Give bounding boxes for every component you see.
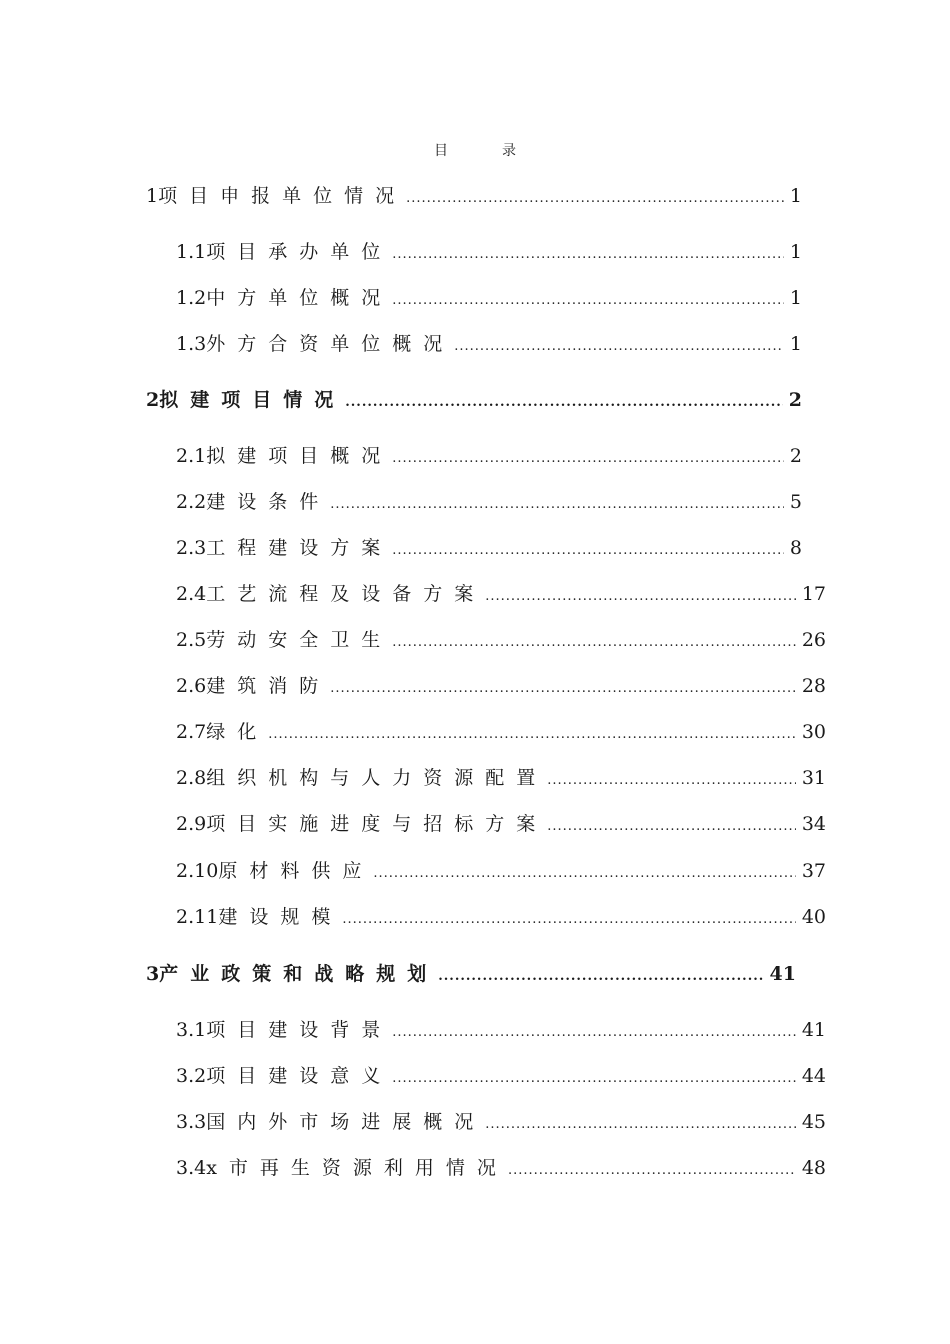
toc-entry[interactable] <box>176 442 802 470</box>
toc-entry[interactable] <box>146 386 802 414</box>
toc-entry-number: 3 <box>146 963 160 985</box>
toc-leader-dots <box>392 445 784 473</box>
toc-entry-number: 3.2 <box>176 1065 207 1087</box>
toc-entry-label: 项目承办单位 <box>206 241 393 263</box>
toc-entry-label: 劳动安全卫生 <box>206 629 393 651</box>
toc-entry-page: 45 <box>801 1111 826 1133</box>
toc-entry-number: 1.1 <box>176 241 207 263</box>
toc-entry-page: 44 <box>801 1065 826 1087</box>
toc-entry-label: 外方合资单位概况 <box>206 333 455 355</box>
toc-entry-label: 组织机构与人力资源配置 <box>206 767 548 789</box>
toc-entry-page: 48 <box>801 1157 826 1179</box>
toc-entry[interactable] <box>176 903 826 931</box>
toc-entry-page: 5 <box>789 491 802 513</box>
toc-leader-dots <box>330 675 796 703</box>
toc-entry-label: 项目申报单位情况 <box>158 185 407 207</box>
toc-entry-page: 1 <box>789 287 802 309</box>
toc-entry-page: 41 <box>769 963 796 985</box>
toc-entry-label: 绿化 <box>206 721 269 743</box>
toc-entry[interactable] <box>176 580 826 608</box>
toc-leader-dots <box>345 389 783 417</box>
toc-entry-page: 40 <box>801 906 826 928</box>
toc-leader-dots <box>392 537 784 565</box>
toc-entry[interactable] <box>176 534 802 562</box>
toc-entry[interactable] <box>176 238 802 266</box>
toc-entry-number: 2.7 <box>176 721 207 743</box>
toc-entry-number: 2.5 <box>176 629 207 651</box>
toc-entry-label: 项目建设意义 <box>206 1065 393 1087</box>
toc-entry-label: 项目建设背景 <box>206 1019 393 1041</box>
toc-entry[interactable] <box>146 960 796 988</box>
toc-entry[interactable] <box>176 1154 826 1182</box>
toc-leader-dots <box>392 1019 796 1047</box>
toc-leader-dots <box>547 767 796 795</box>
toc-entry[interactable] <box>146 182 802 210</box>
toc-entry-label: 项目实施进度与招标方案 <box>206 813 548 835</box>
toc-leader-dots <box>438 963 763 991</box>
toc-entry-label: 国内外市场进展概况 <box>206 1111 486 1133</box>
toc-leader-dots <box>342 906 795 934</box>
toc-entry-label: x市再生资源利用情况 <box>206 1157 508 1179</box>
toc-entry-number: 2.2 <box>176 491 207 513</box>
toc-entry-number: 2.10 <box>176 860 219 882</box>
toc-entry-label: 产业政策和战略规划 <box>159 963 439 985</box>
toc-leader-dots <box>485 1111 796 1139</box>
toc-entry[interactable] <box>176 857 826 885</box>
toc-leader-dots <box>392 287 784 315</box>
toc-entry-number: 3.3 <box>176 1111 207 1133</box>
toc-leader-dots <box>547 813 796 841</box>
toc-entry-label: 工程建设方案 <box>206 537 393 559</box>
toc-entry-number: 3.4 <box>176 1157 207 1179</box>
toc-leader-dots <box>485 583 796 611</box>
toc-entry-number: 2.6 <box>176 675 207 697</box>
toc-entry-number: 2.4 <box>176 583 207 605</box>
toc-leader-dots <box>406 185 784 213</box>
toc-entry-page: 2 <box>789 445 802 467</box>
toc-entry-number: 2.3 <box>176 537 207 559</box>
toc-entry-label: 建筑消防 <box>206 675 331 697</box>
toc-entry-number: 2.1 <box>176 445 207 467</box>
toc-entry-number: 1 <box>146 185 159 207</box>
toc-entry-page: 28 <box>801 675 826 697</box>
toc-leader-dots <box>392 629 796 657</box>
toc-entry-number: 3.1 <box>176 1019 207 1041</box>
toc-entry-page: 37 <box>801 860 826 882</box>
toc-leader-dots <box>454 333 784 361</box>
toc-entry[interactable] <box>176 1016 826 1044</box>
toc-entry[interactable] <box>176 330 802 358</box>
toc-entry-page: 41 <box>801 1019 826 1041</box>
toc-entry-label: 原材料供应 <box>218 860 374 882</box>
toc-entry-number: 1.3 <box>176 333 207 355</box>
toc-entry-label: 建设规模 <box>218 906 343 928</box>
toc-leader-dots <box>508 1157 796 1185</box>
toc-entry[interactable] <box>176 672 826 700</box>
toc-entry-label: 工艺流程及设备方案 <box>206 583 486 605</box>
toc-entry[interactable] <box>176 764 826 792</box>
page-title: 目录 <box>434 143 570 159</box>
toc-leader-dots <box>392 1065 796 1093</box>
toc-entry-page: 26 <box>801 629 826 651</box>
toc-entry-page: 1 <box>789 333 802 355</box>
toc-entry-label: 中方单位概况 <box>206 287 393 309</box>
toc-entry-number: 2.11 <box>176 906 219 928</box>
toc-entry-page: 30 <box>801 721 826 743</box>
toc-entry-label: 拟建项目情况 <box>159 389 346 411</box>
toc-entry-label: 建设条件 <box>206 491 331 513</box>
toc-entry-page: 17 <box>801 583 826 605</box>
toc-entry-page: 1 <box>789 185 802 207</box>
toc-entry-page: 34 <box>801 813 826 835</box>
toc-entry[interactable] <box>176 1062 826 1090</box>
toc-entry[interactable] <box>176 284 802 312</box>
toc-entry-page: 8 <box>789 537 802 559</box>
toc-entry-page: 1 <box>789 241 802 263</box>
toc-entry-number: 2.9 <box>176 813 207 835</box>
toc-leader-dots <box>268 721 796 749</box>
toc-entry[interactable] <box>176 718 826 746</box>
toc-entry[interactable] <box>176 810 826 838</box>
toc-entry[interactable] <box>176 1108 826 1136</box>
toc-entry-page: 31 <box>801 767 826 789</box>
toc-leader-dots <box>373 860 795 888</box>
toc-entry-label: 拟建项目概况 <box>206 445 393 467</box>
toc-leader-dots <box>392 241 784 269</box>
toc-entry-page: 2 <box>788 389 802 411</box>
toc-leader-dots <box>330 491 784 519</box>
toc-entry[interactable] <box>176 488 802 516</box>
toc-entry-number: 2.8 <box>176 767 207 789</box>
toc-entry[interactable] <box>176 626 826 654</box>
toc-entry-number: 1.2 <box>176 287 207 309</box>
toc-entry-number: 2 <box>146 389 160 411</box>
